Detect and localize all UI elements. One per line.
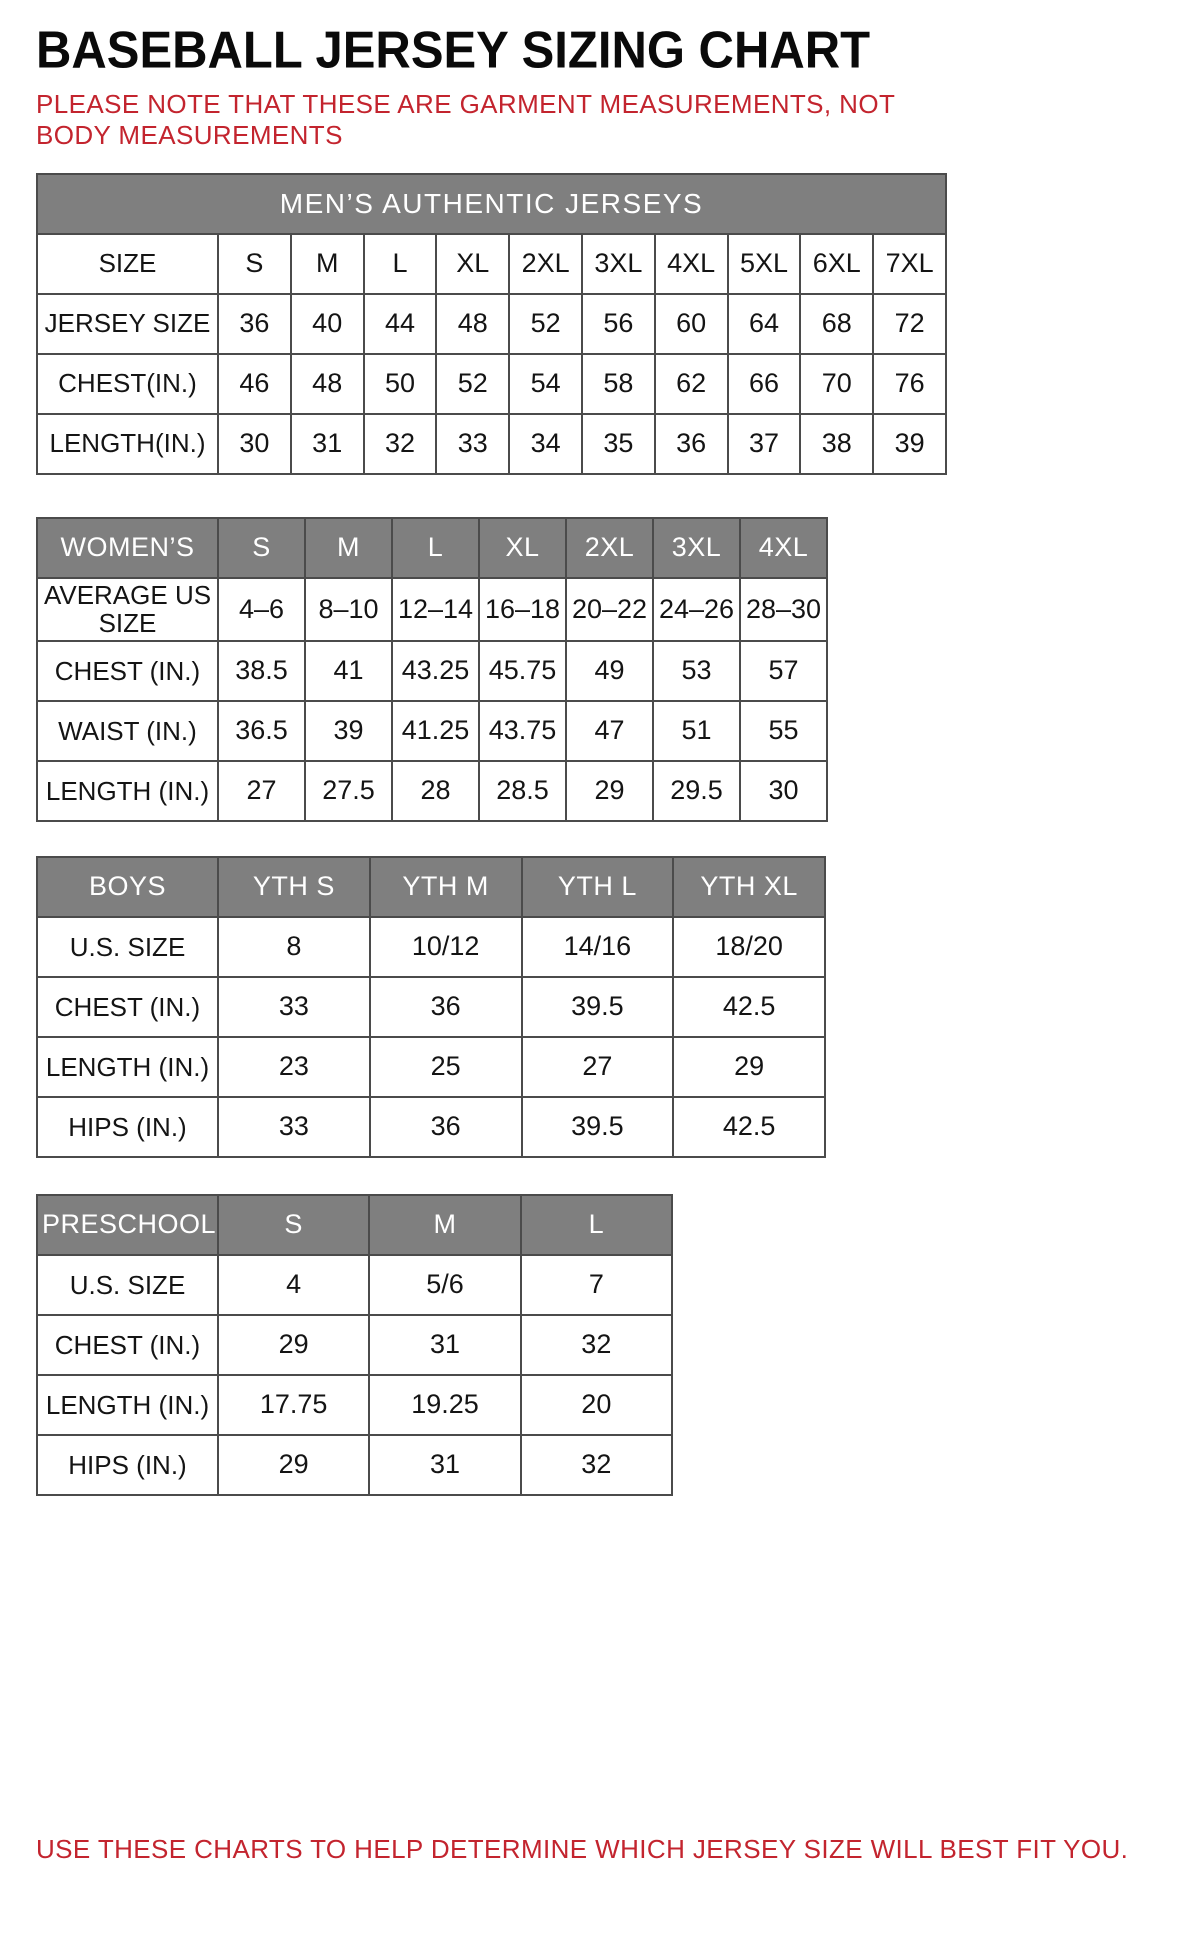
preschool-header-label: PRESCHOOL (37, 1195, 218, 1255)
table-cell: 47 (566, 701, 653, 761)
table-cell: 27.5 (305, 761, 392, 821)
womens-header-row (37, 518, 827, 578)
table-cell: M (291, 234, 364, 294)
table-cell: 23 (218, 1037, 370, 1097)
table-cell: 42.5 (673, 1097, 825, 1157)
table-cell: 33 (218, 977, 370, 1037)
column-header: 4XL (740, 518, 827, 578)
table-cell: 5XL (728, 234, 801, 294)
page-title: BASEBALL JERSEY SIZING CHART (36, 21, 871, 80)
table-cell: 29.5 (653, 761, 740, 821)
table-row (37, 1315, 672, 1375)
table-cell: 39.5 (522, 1097, 674, 1157)
table-cell: 18/20 (673, 917, 825, 977)
table-cell: 48 (436, 294, 509, 354)
table-cell: 4–6 (218, 578, 305, 641)
table-cell: 30 (218, 414, 291, 474)
table-cell: 8–10 (305, 578, 392, 641)
table-cell: 2XL (509, 234, 582, 294)
table-cell: 39 (873, 414, 946, 474)
table-cell: 62 (655, 354, 728, 414)
table-cell: 38 (800, 414, 873, 474)
preschool-sizing-table (36, 1194, 673, 1496)
column-header: 2XL (566, 518, 653, 578)
table-cell: 28–30 (740, 578, 827, 641)
table-cell: S (218, 234, 291, 294)
table-cell: 16–18 (479, 578, 566, 641)
table-cell: 39 (305, 701, 392, 761)
table-cell: 14/16 (522, 917, 674, 977)
table-row (37, 1097, 825, 1157)
table-row (37, 1375, 672, 1435)
table-cell: 37 (728, 414, 801, 474)
table-cell: 27 (522, 1037, 674, 1097)
mens-sizing-table (36, 173, 947, 475)
table-cell: 19.25 (369, 1375, 520, 1435)
table-cell: 34 (509, 414, 582, 474)
row-label: HIPS (IN.) (37, 1435, 218, 1495)
row-label: CHEST (IN.) (37, 977, 218, 1037)
table-cell: 43.75 (479, 701, 566, 761)
column-header: M (305, 518, 392, 578)
column-header: 3XL (653, 518, 740, 578)
table-cell: 6XL (800, 234, 873, 294)
table-cell: 45.75 (479, 641, 566, 701)
table-row (37, 1037, 825, 1097)
table-cell: 39.5 (522, 977, 674, 1037)
table-row (37, 234, 946, 294)
preschool-header-row (37, 1195, 672, 1255)
row-label: HIPS (IN.) (37, 1097, 218, 1157)
table-cell: 56 (582, 294, 655, 354)
table-cell: 33 (218, 1097, 370, 1157)
table-cell: 36 (370, 1097, 522, 1157)
column-header: S (218, 518, 305, 578)
row-label: JERSEY SIZE (37, 294, 218, 354)
table-cell: 46 (218, 354, 291, 414)
table-cell: 28.5 (479, 761, 566, 821)
table-cell: 41 (305, 641, 392, 701)
table-cell: 72 (873, 294, 946, 354)
table-cell: 36.5 (218, 701, 305, 761)
table-cell: 43.25 (392, 641, 479, 701)
table-cell: 4 (218, 1255, 369, 1315)
table-row (37, 641, 827, 701)
row-label: CHEST (IN.) (37, 641, 218, 701)
table-row (37, 761, 827, 821)
womens-header-label: WOMEN’S (37, 518, 218, 578)
mens-table-title: MEN’S AUTHENTIC JERSEYS (37, 174, 946, 234)
table-cell: 10/12 (370, 917, 522, 977)
table-cell: 52 (509, 294, 582, 354)
table-cell: 51 (653, 701, 740, 761)
table-cell: XL (436, 234, 509, 294)
table-cell: 4XL (655, 234, 728, 294)
row-label: LENGTH (IN.) (37, 1037, 218, 1097)
column-header: L (392, 518, 479, 578)
table-cell: 38.5 (218, 641, 305, 701)
table-row (37, 1435, 672, 1495)
table-cell: 29 (673, 1037, 825, 1097)
table-cell: 31 (369, 1435, 520, 1495)
table-row (37, 294, 946, 354)
table-cell: 54 (509, 354, 582, 414)
table-row (37, 977, 825, 1037)
table-cell: 32 (521, 1435, 672, 1495)
table-cell: 31 (369, 1315, 520, 1375)
column-header: YTH L (522, 857, 674, 917)
table-cell: 25 (370, 1037, 522, 1097)
table-row (37, 701, 827, 761)
table-cell: 31 (291, 414, 364, 474)
table-cell: 8 (218, 917, 370, 977)
table-cell: 29 (566, 761, 653, 821)
column-header: L (521, 1195, 672, 1255)
table-cell: 68 (800, 294, 873, 354)
table-row (37, 1255, 672, 1315)
table-cell: 36 (370, 977, 522, 1037)
table-cell: 76 (873, 354, 946, 414)
table-cell: 20 (521, 1375, 672, 1435)
table-cell: 36 (655, 414, 728, 474)
boys-header-label: BOYS (37, 857, 218, 917)
fit-advice-note: USE THESE CHARTS TO HELP DETERMINE WHICH JERSEY SIZE WILL BEST FIT YOU. (36, 1833, 1129, 1864)
table-cell: 64 (728, 294, 801, 354)
table-cell: 12–14 (392, 578, 479, 641)
table-cell: 70 (800, 354, 873, 414)
table-cell: 32 (364, 414, 437, 474)
table-cell: 44 (364, 294, 437, 354)
table-row (37, 354, 946, 414)
column-header: M (369, 1195, 520, 1255)
column-header: YTH M (370, 857, 522, 917)
table-row (37, 917, 825, 977)
column-header: S (218, 1195, 369, 1255)
table-cell: 40 (291, 294, 364, 354)
table-cell: 48 (291, 354, 364, 414)
table-row (37, 578, 827, 641)
table-cell: 52 (436, 354, 509, 414)
table-cell: 35 (582, 414, 655, 474)
row-label: SIZE (37, 234, 218, 294)
column-header: XL (479, 518, 566, 578)
table-cell: 41.25 (392, 701, 479, 761)
column-header: YTH XL (673, 857, 825, 917)
row-label: AVERAGE US SIZE (37, 578, 218, 641)
table-cell: 28 (392, 761, 479, 821)
table-cell: 7 (521, 1255, 672, 1315)
table-cell: 42.5 (673, 977, 825, 1037)
row-label: LENGTH(IN.) (37, 414, 218, 474)
table-cell: 58 (582, 354, 655, 414)
table-cell: 3XL (582, 234, 655, 294)
table-cell: 32 (521, 1315, 672, 1375)
table-cell: 17.75 (218, 1375, 369, 1435)
table-cell: 66 (728, 354, 801, 414)
table-cell: 60 (655, 294, 728, 354)
table-cell: 20–22 (566, 578, 653, 641)
row-label: CHEST (IN.) (37, 1315, 218, 1375)
table-cell: L (364, 234, 437, 294)
table-cell: 5/6 (369, 1255, 520, 1315)
table-cell: 55 (740, 701, 827, 761)
table-cell: 33 (436, 414, 509, 474)
table-cell: 57 (740, 641, 827, 701)
table-cell: 50 (364, 354, 437, 414)
row-label: U.S. SIZE (37, 917, 218, 977)
womens-sizing-table (36, 517, 828, 822)
table-cell: 30 (740, 761, 827, 821)
table-cell: 29 (218, 1435, 369, 1495)
row-label: LENGTH (IN.) (37, 1375, 218, 1435)
table-cell: 29 (218, 1315, 369, 1375)
garment-measurements-note: PLEASE NOTE THAT THESE ARE GARMENT MEASUREMENTS, NOT BODY MEASUREMENTS (36, 89, 895, 151)
table-cell: 36 (218, 294, 291, 354)
boys-sizing-table (36, 856, 826, 1158)
column-header: YTH S (218, 857, 370, 917)
row-label: U.S. SIZE (37, 1255, 218, 1315)
table-cell: 53 (653, 641, 740, 701)
row-label: LENGTH (IN.) (37, 761, 218, 821)
table-row (37, 414, 946, 474)
table-cell: 24–26 (653, 578, 740, 641)
table-cell: 27 (218, 761, 305, 821)
row-label: CHEST(IN.) (37, 354, 218, 414)
table-cell: 49 (566, 641, 653, 701)
table-cell: 7XL (873, 234, 946, 294)
mens-table-title-row (37, 174, 946, 234)
row-label: WAIST (IN.) (37, 701, 218, 761)
boys-header-row (37, 857, 825, 917)
